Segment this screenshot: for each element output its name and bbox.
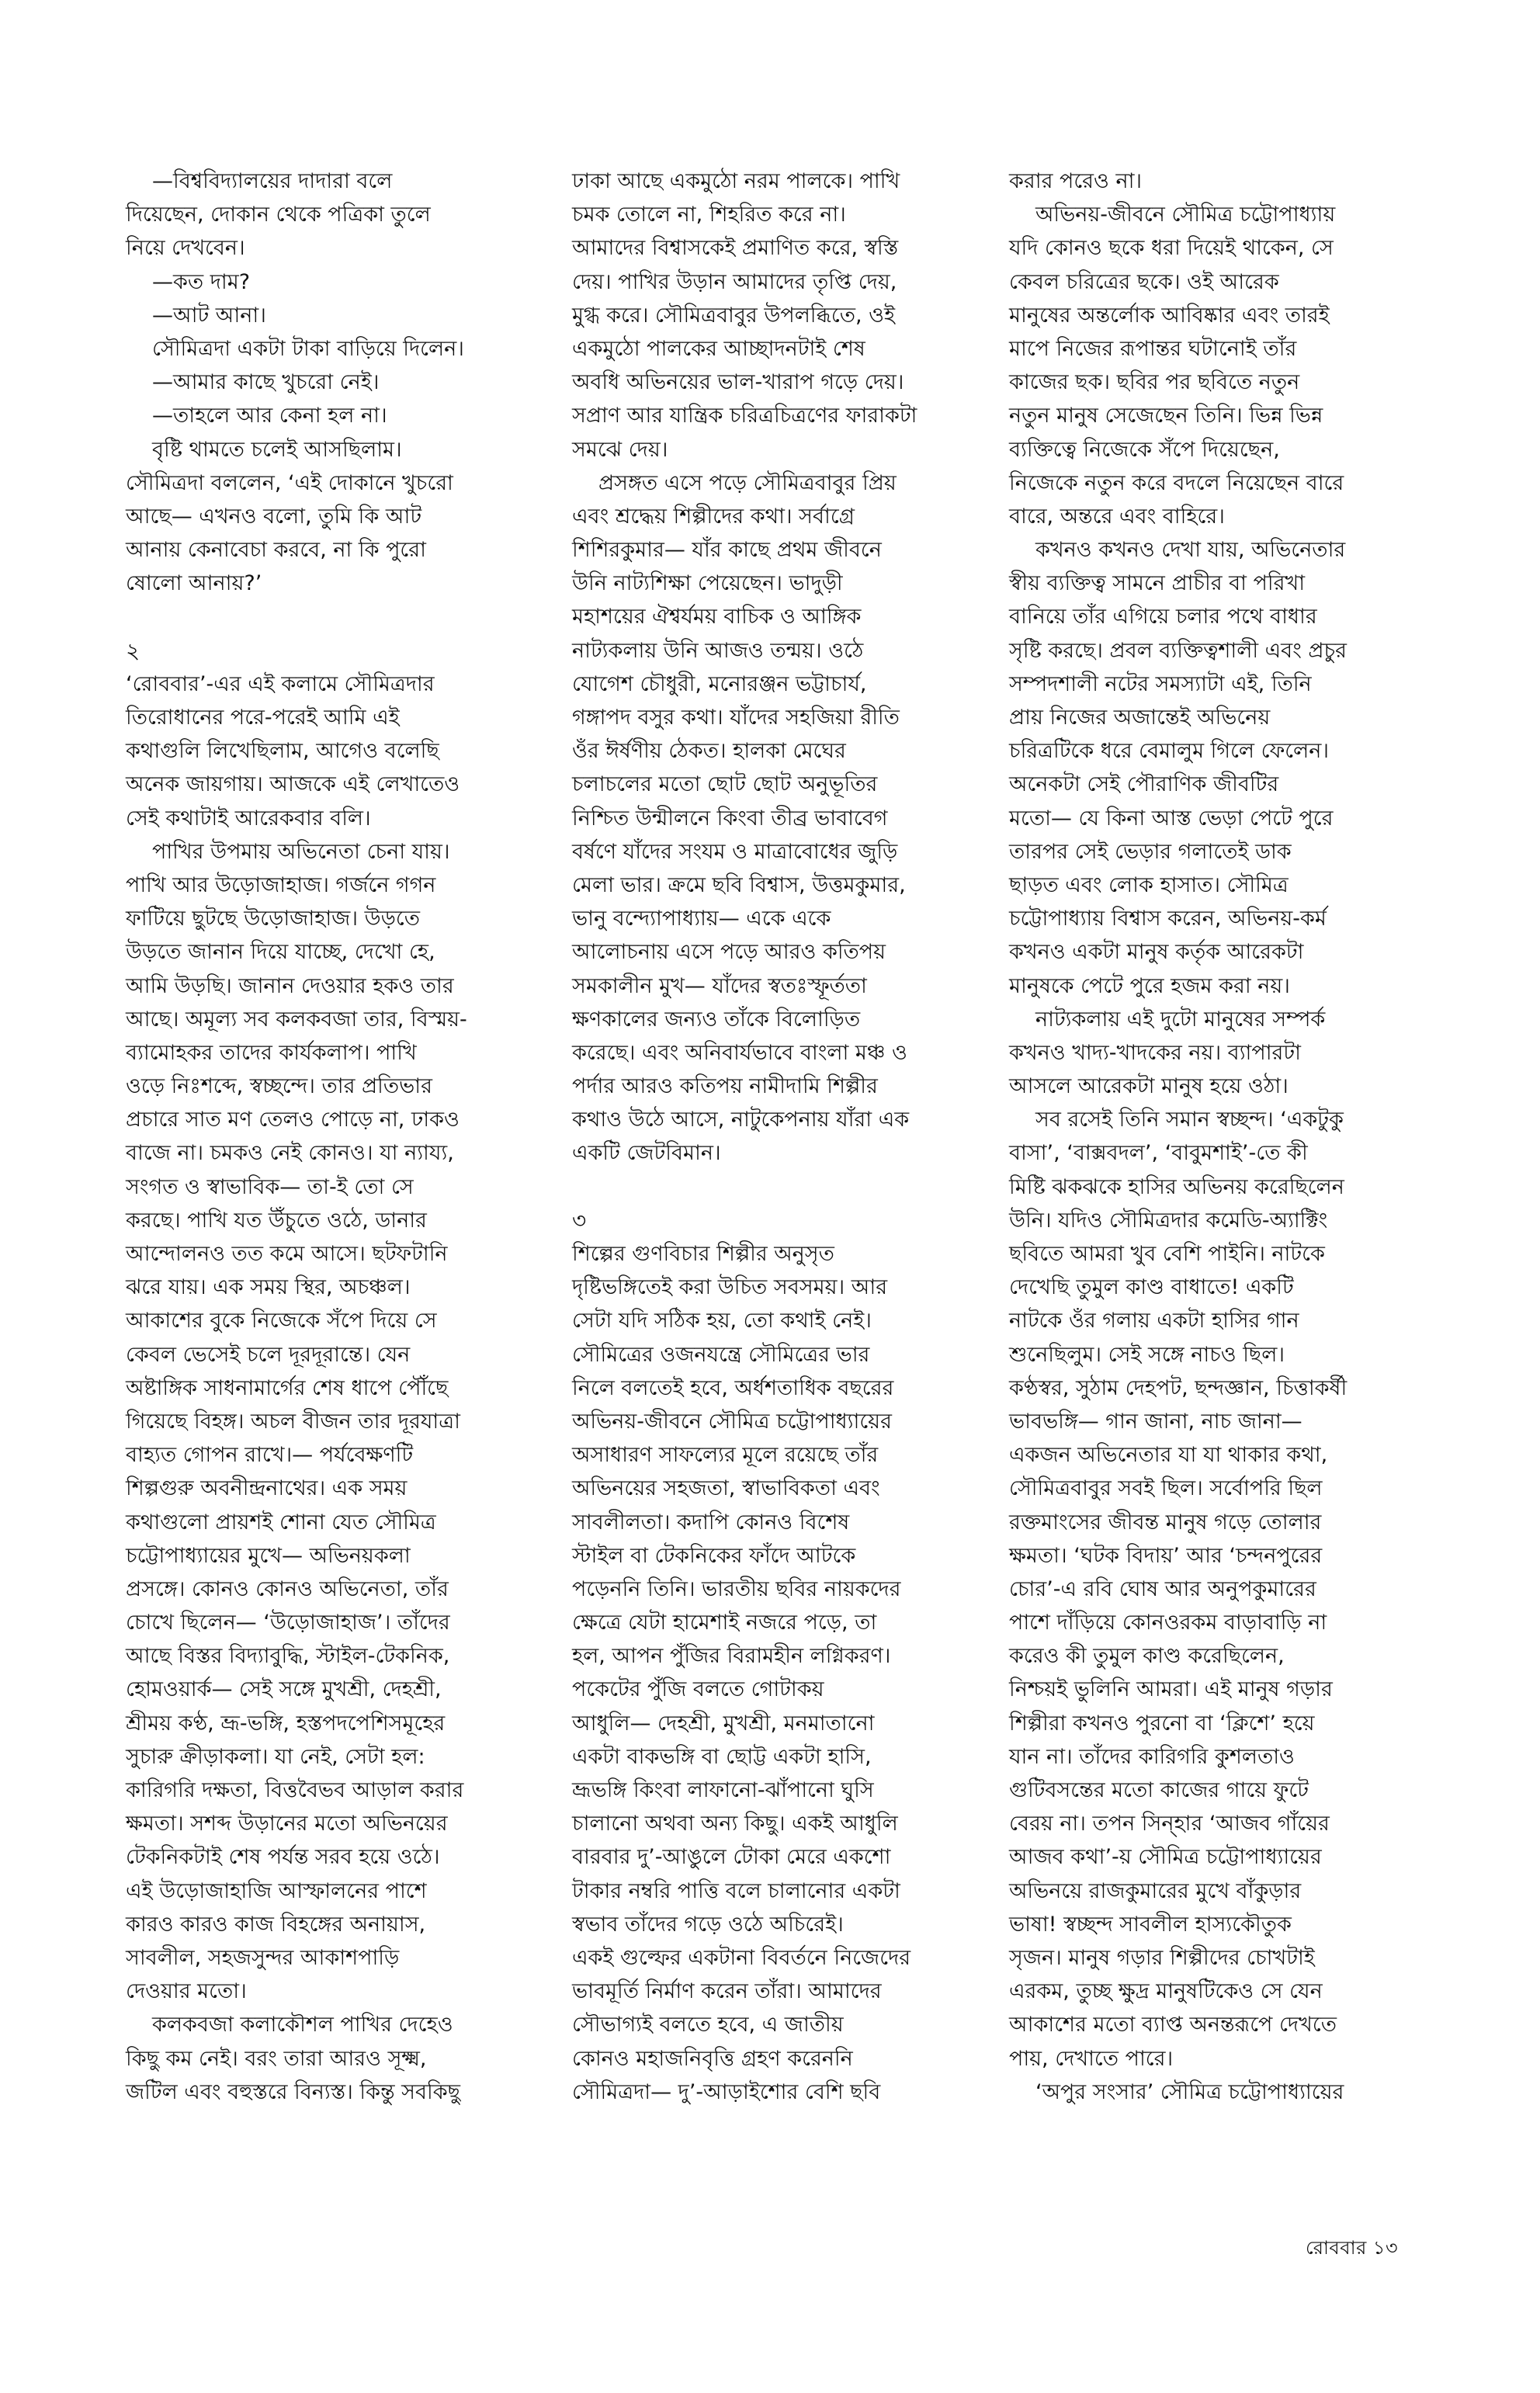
text-line: সেটা যদি সঠিক হয়, তো কথাই নেই। [572, 1309, 872, 1333]
text-line: সৃজন। মানুষ গড়ার শিল্পীদের চোখটাই [1009, 1945, 1315, 1970]
text-line: কেবল চরিত্রের ছকে। ওই আরেক [1009, 269, 1279, 294]
text-line: কারও কারও কাজ বিহঙ্গের অনায়াস, [126, 1912, 426, 1937]
text-line: উনি নাট্যশিক্ষা পেয়েছেন। ভাদুড়ী [572, 571, 843, 596]
text-line: রক্তমাংসের জীবন্ত মানুষ গড়ে তোলার [1009, 1510, 1322, 1535]
text-line: বেরয় না। তপন সিন্‌হার ‘আজব গাঁয়ের [1009, 1812, 1330, 1836]
text-line: আকাশের মতো ব্যাপ্ত অনন্তরূপে দেখতে [1009, 2013, 1337, 2038]
text-line: —বিশ্ববিদ্যালয়ের দাদারা বলে [152, 169, 393, 193]
text-line: নিজেকে নতুন করে বদলে নিয়েছেন বারে [1009, 470, 1344, 495]
text-line: ভাবভঙ্গি— গান জানা, নাচ জানা— [1009, 1409, 1302, 1434]
text-line: আকাশের বুকে নিজেকে সঁপে দিয়ে সে [126, 1309, 437, 1333]
text-line: মাপে নিজের রূপান্তর ঘটানোই তাঁর [1009, 336, 1297, 361]
text-line: কথাগুলো প্রায়শই শোনা যেত সৌমিত্র [126, 1510, 436, 1535]
text-line: কারিগরি দক্ষতা, বিত্তবৈভব আড়াল করার [126, 1778, 464, 1802]
text-line: একটি জেটবিমান। [572, 1141, 721, 1166]
text-line: করছে। পাখি যত উঁচুতে ওঠে, ডানার [126, 1208, 427, 1233]
text-line: চালানো অথবা অন্য কিছু। একই আধুলি [572, 1812, 898, 1836]
text-line: সৌমিত্রের ওজনযন্ত্রে সৌমিত্রের ভার [572, 1342, 870, 1367]
text-line: —আট আনা। [152, 303, 266, 328]
text-line: কণ্ঠস্বর, সুঠাম দেহপট, ছন্দজ্ঞান, চিত্তাকর্ষী [1009, 1375, 1348, 1400]
text-line: চট্টোপাধ্যায়ের মুখে— অভিনয়কলা [126, 1543, 411, 1568]
text-line: ওড়ে নিঃশব্দে, স্বচ্ছন্দে। তার প্রতিভার [126, 1074, 432, 1099]
column-left [126, 165, 529, 2109]
text-line: নতুন মানুষ সেজেছেন তিনি। ভিন্ন ভিন্ন [1009, 404, 1323, 428]
text-line: প্রচারে সাত মণ তেলও পোড়ে না, ঢাকও [126, 1108, 460, 1132]
text-line: মহাশয়ের ঐশ্বর্যময় বাচিক ও আঙ্গিক [572, 605, 862, 629]
text-line: ক্ষেত্রে যেটা হামেশাই নজরে পড়ে, তা [572, 1611, 877, 1635]
text-line: বৃষ্টি থামতে চলেই আসছিলাম। [152, 437, 402, 462]
text-line: জটিল এবং বহুস্তরে বিন্যস্ত। কিন্তু সবকিছু [126, 2079, 461, 2104]
text-line: ক্ষণকালের জন্যও তাঁকে বিলোড়িত [572, 1007, 861, 1032]
text-line: করেছে। এবং অনিবার্যভাবে বাংলা মঞ্চ ও [572, 1040, 907, 1065]
text-line: কোনও মহাজনিবৃত্তি গ্রহণ করেননি [572, 2046, 853, 2071]
text-line: ওঁর ঈর্ষণীয় ঠেকত। হালকা মেঘের [572, 739, 846, 764]
text-line: প্রায় নিজের অজান্তেই অভিনেয় [1009, 706, 1271, 730]
text-line: আন্দোলনও তত কমে আসে। ছটফটানি [126, 1242, 448, 1266]
text-line: সমঝে দেয়। [572, 437, 668, 462]
column-right [1009, 165, 1417, 2109]
text-line: মতো— যে কিনা আস্ত ভেড়া পেটে পুরে [1009, 806, 1334, 831]
text-line: যোগেশ চৌধুরী, মনোরঞ্জন ভট্টাচার্য, [572, 671, 867, 696]
text-line: চরিত্রটিকে ধরে বেমালুম গিলে ফেলেন। [1009, 739, 1330, 764]
text-line: অভিনয়-জীবনে সৌমিত্র চট্টোপাধ্যায়ের [572, 1409, 892, 1434]
text-line: মেলা ভার। ক্রমে ছবি বিশ্বাস, উত্তমকুমার, [572, 872, 906, 897]
text-line: আছে। অমূল্য সব কলকবজা তার, বিস্ময়- [126, 1007, 467, 1032]
text-line: কাজের ছক। ছবির পর ছবিতে নতুন [1009, 370, 1300, 395]
text-line: পকেটের পুঁজি বলতে গোটাকয় [572, 1677, 824, 1702]
text-line: সেই কথাটাই আরেকবার বলি। [126, 806, 371, 831]
text-line: শিশিরকুমার— যাঁর কাছে প্রথম জীবনে [572, 538, 882, 563]
text-line: নিলে বলতেই হবে, অর্ধশতাধিক বছরের [572, 1375, 894, 1400]
text-line: তিরোধানের পরে-পরেই আমি এই [126, 706, 400, 730]
text-line: করার পরেও না। [1009, 169, 1143, 193]
text-line: টেকনিকটাই শেষ পর্যন্ত সরব হয়ে ওঠে। [126, 1845, 440, 1870]
text-line: ব্যামোহকর তাদের কার্যকলাপ। পাখি [126, 1040, 417, 1065]
text-line: সংগত ও স্বাভাবিক— তা-ই তো সে [126, 1174, 414, 1199]
text-line: গুটিবসন্তের মতো কাজের গায়ে ফুটে [1009, 1778, 1309, 1802]
text-line: ছাড়ত এবং লোক হাসাত। সৌমিত্র [1009, 872, 1289, 897]
text-line: চলাচলের মতো ছোট ছোট অনুভূতির [572, 772, 878, 797]
text-line: সৌমিত্রবাবুর সবই ছিল। সর্বোপরি ছিল [1009, 1476, 1323, 1501]
text-line: কিছু কম নেই। বরং তারা আরও সূক্ষ্ম, [126, 2046, 427, 2071]
text-line: ‘অপুর সংসার’ সৌমিত্র চট্টোপাধ্যায়ের [1035, 2079, 1344, 2104]
text-line: আমি উড়ছি। জানান দেওয়ার হকও তার [126, 973, 454, 998]
text-line: চমক তোলে না, শিহরিত করে না। [572, 203, 846, 227]
text-line: ক্ষমতা। সশব্দ উড়ানের মতো অভিনয়ের [126, 1812, 448, 1836]
section-number: ৩ [572, 1207, 587, 1233]
text-line: দেয়। পাখির উড়ান আমাদের তৃপ্তি দেয়, [572, 269, 897, 294]
text-line: —আমার কাছে খুচরো নেই। [152, 370, 380, 395]
text-line: অনেক জায়গায়। আজকে এই লেখাতেও [126, 772, 460, 797]
text-line: উড়তে জানান দিয়ে যাচ্ছে, দেখো হে, [126, 940, 435, 965]
footer-magazine-name: রোববার [1306, 2237, 1367, 2259]
text-line: একজন অভিনেতার যা যা থাকার কথা, [1009, 1443, 1328, 1468]
text-line: প্রসঙ্গত এসে পড়ে সৌমিত্রবাবুর প্রিয় [598, 470, 897, 495]
text-line: সাবলীল, সহজসুন্দর আকাশপাড়ি [126, 1945, 400, 1970]
text-line: যদি কোনও ছকে ধরা দিয়েই থাকেন, সে [1009, 236, 1334, 261]
text-line: প্রসঙ্গে। কোনও কোনও অভিনেতা, তাঁর [126, 1576, 449, 1601]
text-line: ঝরে যায়। এক সময় স্থির, অচঞ্চল। [126, 1275, 411, 1300]
text-line: নাটকে ওঁর গলায় একটা হাসির গান [1009, 1309, 1299, 1333]
text-line: ক্ষমতা। ‘ঘটক বিদায়’ আর ‘চন্দনপুরের [1009, 1543, 1323, 1568]
text-line: একই গুল্ফের একটানা বিবর্তনে নিজেদের [572, 1945, 911, 1970]
text-line: দিয়েছেন, দোকান থেকে পত্রিকা তুলে [126, 203, 431, 227]
text-line: নিয়ে দেখবেন। [126, 236, 245, 261]
text-line: আছে— এখনও বলো, তুমি কি আট [126, 504, 422, 529]
text-line: —তাহলে আর কেনা হল না। [152, 404, 387, 428]
text-line: ‘রোববার’-এর এই কলামে সৌমিত্রদার [126, 671, 435, 696]
text-line: বানিয়ে তাঁর এগিয়ে চলার পথে বাধার [1009, 605, 1317, 629]
text-line: হোমওয়ার্ক— সেই সঙ্গে মুখশ্রী, দেহশ্রী, [126, 1677, 442, 1702]
text-line: আজব কথা’-য় সৌমিত্র চট্টোপাধ্যায়ের [1009, 1845, 1322, 1870]
text-line: এরকম, তুচ্ছ ক্ষুদ্র মানুষটিকেও সে যেন [1009, 1979, 1323, 2004]
text-line: সৌভাগ্যই বলতে হবে, এ জাতীয় [572, 2013, 844, 2038]
text-line: দেখেছি তুমুল কাণ্ড বাধাতে! একটি [1009, 1275, 1294, 1300]
text-line: গঙ্গাপদ বসুর কথা। যাঁদের সহজিয়া রীতি [572, 706, 900, 730]
text-line: কখনও একটা মানুষ কর্তৃক আরেকটা [1009, 940, 1304, 965]
text-line: শিল্পের গুণবিচার শিল্পীর অনুসৃত [572, 1242, 834, 1266]
text-line: অসাধারণ সাফল্যের মূলে রয়েছে তাঁর [572, 1443, 879, 1468]
text-line: দেওয়ার মতো। [126, 1979, 247, 2004]
text-line: হল, আপন পুঁজির বিরামহীন লগ্নিকরণ। [572, 1644, 891, 1669]
section-spacer [572, 1170, 972, 1204]
text-line: ঢাকা আছে একমুঠো নরম পালকে। পাখি [572, 169, 900, 193]
column-middle [572, 165, 972, 2109]
text-line: সপ্রাণ আর যান্ত্রিক চরিত্রচিত্রণের ফারাকটা [572, 404, 917, 428]
text-line: সব রসেই তিনি সমান স্বচ্ছন্দ। ‘একটুকু [1035, 1108, 1344, 1132]
text-line: মানুষকে পেটে পুরে হজম করা নয়। [1009, 973, 1290, 998]
text-line: অনেকটা সেই পৌরাণিক জীবটির [1009, 772, 1279, 797]
text-line: মানুষের অন্তর্লোক আবিষ্কার এবং তারই [1009, 303, 1330, 328]
text-line: ষোলো আনায়?’ [126, 571, 262, 596]
text-line: অবধি অভিনয়ের ভাল-খারাপ গড়ে দেয়। [572, 370, 904, 395]
text-line: ব্যক্তিত্বে নিজেকে সঁপে দিয়েছেন, [1009, 437, 1280, 462]
text-line: আনায় কেনাবেচা করবে, না কি পুরো [126, 538, 426, 563]
text-line: সৃষ্টি করছে। প্রবল ব্যক্তিত্বশালী এবং প্রচুর [1009, 638, 1347, 663]
footer-page-number: ১৩ [1372, 2237, 1399, 2259]
text-line: নাট্যকলায় এই দুটো মানুষের সম্পর্ক [1035, 1007, 1326, 1032]
text-line: কথাগুলি লিখেছিলাম, আগেও বলেছি [126, 739, 439, 764]
text-line: এবং শ্রদ্ধেয় শিল্পীদের কথা। সর্বাগ্রে [572, 504, 855, 529]
text-line: সমকালীন মুখ— যাঁদের স্বতঃস্ফূর্ততা [572, 973, 867, 998]
text-line: আলোচনায় এসে পড়ে আরও কতিপয় [572, 940, 886, 965]
text-line: কথাও উঠে আসে, নাটুকেপনায় যাঁরা এক [572, 1108, 910, 1132]
text-line: বারে, অন্তরে এবং বাহিরে। [1009, 504, 1225, 529]
text-line: কখনও খাদ্য-খাদকের নয়। ব্যাপারটা [1009, 1040, 1301, 1065]
text-line: মুগ্ধ করে। সৌমিত্রবাবুর উপলব্ধিতে, ওই [572, 303, 896, 328]
text-line: আছে বিস্তর বিদ্যাবুদ্ধি, স্টাইল-টেকনিক, [126, 1644, 450, 1669]
text-line: শ্রীময় কণ্ঠ, ভ্রূ-ভঙ্গি, হস্তপদপেশিসমূহের [126, 1711, 446, 1736]
text-line: আধুলি— দেহশ্রী, মুখশ্রী, মনমাতানো [572, 1711, 875, 1736]
text-line: শুনেছিলুম। সেই সঙ্গে নাচও ছিল। [1009, 1342, 1285, 1367]
text-line: পায়, দেখাতে পারে। [1009, 2046, 1174, 2071]
text-line: চট্টোপাধ্যায় বিশ্বাস করেন, অভিনয়-কর্ম [1009, 907, 1327, 931]
text-line: চোর’-এ রবি ঘোষ আর অনুপকুমারের [1009, 1576, 1316, 1601]
text-line: বাহ্যত গোপন রাখে।— পর্যবেক্ষণটি [126, 1443, 414, 1468]
text-line: ভাবমূর্তি নির্মাণ করেন তাঁরা। আমাদের [572, 1979, 882, 2004]
text-line: স্বভাব তাঁদের গড়ে ওঠে অচিরেই। [572, 1912, 844, 1937]
text-line: নিশ্চয়ই ভুলিনি আমরা। এই মানুষ গড়ার [1009, 1677, 1333, 1702]
text-line: পড়েননি তিনি। ভারতীয় ছবির নায়কদের [572, 1576, 901, 1601]
text-line: একটা বাকভঙ্গি বা ছোট্ট একটা হাসি, [572, 1744, 872, 1769]
text-line: আমাদের বিশ্বাসকেই প্রমাণিত করে, স্বস্তি [572, 236, 899, 261]
section-number: ২ [126, 637, 140, 664]
text-line: শিল্পগুরু অবনীন্দ্রনাথের। এক সময় [126, 1476, 408, 1501]
text-line: এই উড়োজাহাজি আস্ফালনের পাশে [126, 1878, 427, 1903]
text-line: উনি। যদিও সৌমিত্রদার কমেডি-অ্যাক্টিং [1009, 1208, 1328, 1233]
text-line: কলকবজা কলাকৌশল পাখির দেহেও [152, 2013, 453, 2038]
text-line: অভিনয়ে রাজকুমারের মুখে বাঁকুড়ার [1009, 1878, 1302, 1903]
text-line: ছবিতে আমরা খুব বেশি পাইনি। নাটকে [1009, 1242, 1325, 1266]
text-line: কেবল ভেসেই চলে দূরদূরান্তে। যেন [126, 1342, 411, 1367]
text-line: বাজে না। চমকও নেই কোনও। যা ন্যায্য, [126, 1141, 454, 1166]
text-line: বাসা’, ‘বাক্সবদল’, ‘বাবুমশাই’-তে কী [1009, 1141, 1308, 1166]
text-line: —কত দাম? [152, 269, 251, 294]
text-line: অভিনয়-জীবনে সৌমিত্র চট্টোপাধ্যায় [1035, 203, 1336, 227]
text-line: তারপর সেই ভেড়ার গলাতেই ডাক [1009, 839, 1292, 864]
text-line: ভ্রূভঙ্গি কিংবা লাফানো-ঝাঁপানো ঘুসি [572, 1778, 874, 1802]
text-line: সম্পদশালী নটের সমস্যাটা এই, তিনি [1009, 671, 1312, 696]
text-line: করেও কী তুমুল কাণ্ড করেছিলেন, [1009, 1644, 1285, 1669]
text-line: যান না। তাঁদের কারিগরি কুশলতাও [1009, 1744, 1295, 1769]
text-line: সুচারু ক্রীড়াকলা। যা নেই, সেটা হল: [126, 1744, 425, 1769]
text-line: অষ্টাঙ্গিক সাধনামার্গের শেষ ধাপে পৌঁছে [126, 1375, 449, 1400]
text-line: দৃষ্টিভঙ্গিতেই করা উচিত সবসময়। আর [572, 1275, 888, 1300]
text-line: বর্ষণে যাঁদের সংযম ও মাত্রাবোধের জুড়ি [572, 839, 898, 864]
text-line: নাট্যকলায় উনি আজও তন্ময়। ওঠে [572, 638, 864, 663]
text-line: বারবার দু’-আঙুলে টোকা মেরে একশো [572, 1845, 891, 1870]
text-line: অভিনয়ের সহজতা, স্বাভাবিকতা এবং [572, 1476, 880, 1501]
text-line: মিষ্টি ঝকঝকে হাসির অভিনয় করেছিলেন [1009, 1174, 1344, 1199]
text-line: পাখির উপমায় অভিনেতা চেনা যায়। [152, 839, 450, 864]
text-line: স্টাইল বা টেকনিকের ফাঁদে আটকে [572, 1543, 856, 1568]
text-line: আসলে আরেকটা মানুষ হয়ে ওঠা। [1009, 1074, 1289, 1099]
text-line: কখনও কখনও দেখা যায়, অভিনেতার [1035, 538, 1346, 563]
text-line: চোখে ছিলেন— ‘উড়োজাহাজ’। তাঁদের [126, 1611, 450, 1635]
text-line: ভাষা! স্বচ্ছন্দ সাবলীল হাস্যকৌতুক [1009, 1912, 1292, 1937]
text-line: নিশ্চিত উন্মীলনে কিংবা তীব্র ভাবাবেগ [572, 806, 888, 831]
text-line: শিল্পীরা কখনও পুরনো বা ‘ক্লিশে’ হয়ে [1009, 1711, 1315, 1736]
text-line: ভানু বন্দ্যোপাধ্যায়— একে একে [572, 907, 831, 931]
text-line: ফাটিয়ে ছুটছে উড়োজাহাজ। উড়তে [126, 907, 420, 931]
text-line: একমুঠো পালকের আচ্ছাদনটাই শেষ [572, 336, 865, 361]
text-line: স্বীয় ব্যক্তিত্ব সামনে প্রাচীর বা পরিখা [1009, 571, 1306, 596]
text-line: সৌমিত্রদা— দু’-আড়াইশোর বেশি ছবি [572, 2079, 881, 2104]
text-line: পর্দার আরও কতিপয় নামীদামি শিল্পীর [572, 1074, 878, 1099]
page-footer [1306, 2234, 1398, 2265]
text-line: সৌমিত্রদা বললেন, ‘এই দোকানে খুচরো [126, 470, 453, 495]
section-spacer [126, 600, 529, 633]
text-line: পাশে দাঁড়িয়ে কোনওরকম বাড়াবাড়ি না [1009, 1611, 1327, 1635]
text-line: টাকার নম্বরি পাত্তি বলে চালানোর একটা [572, 1878, 900, 1903]
text-line: সৌমিত্রদা একটা টাকা বাড়িয়ে দিলেন। [152, 336, 464, 361]
text-line: সাবলীলতা। কদাপি কোনও বিশেষ [572, 1510, 850, 1535]
text-line: পাখি আর উড়োজাহাজ। গর্জনে গগন [126, 872, 436, 897]
text-line: গিয়েছে বিহঙ্গ। অচল বীজন তার দূরযাত্রা [126, 1409, 460, 1434]
